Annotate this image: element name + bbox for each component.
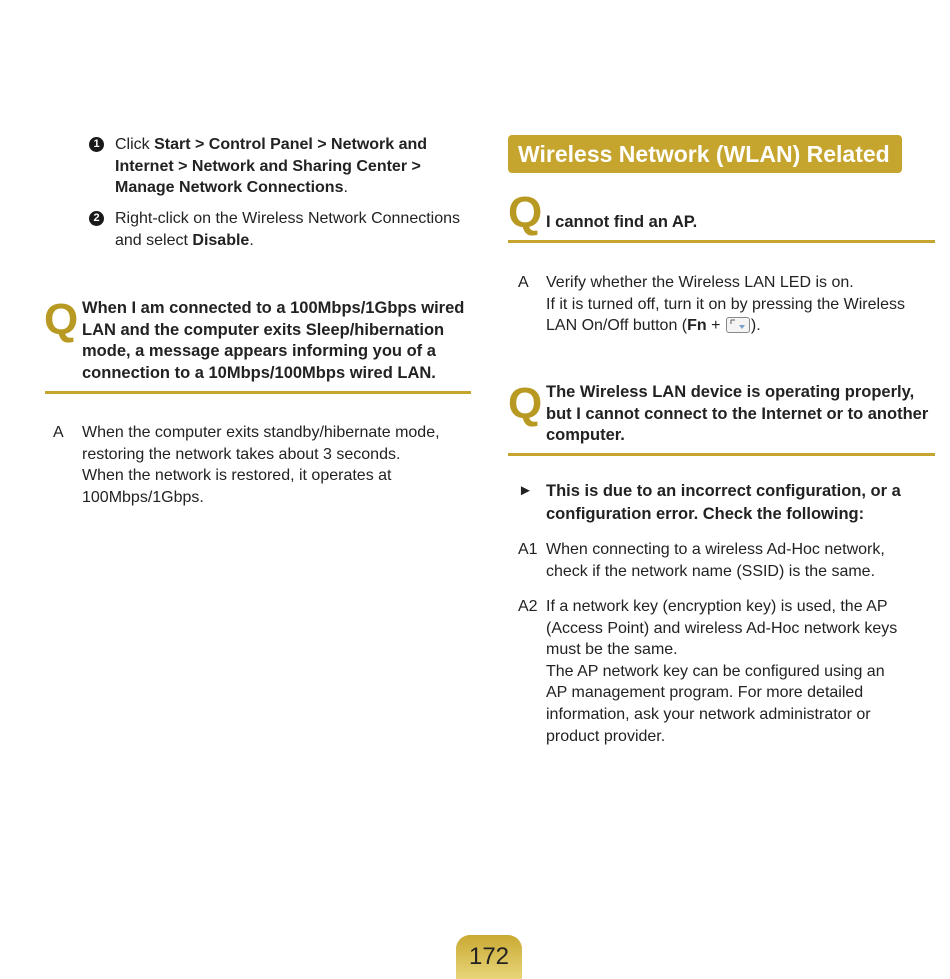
answer-text-a1: When connecting to a wireless Ad-Hoc network, check if the network name (SSID) is the same. [546,541,885,580]
answer-text-a2: If a network key (encryption key) is used, the AP (Access Point) and wireless Ad-Hoc network keys must be the same. The AP network key can be configured using an AP management program. For more detailed information, ask your network administrator or product provider. [546,598,898,745]
step-2-text: Right-click on the Wireless Network Connections and select Disable. [115,210,461,249]
note-arrow-icon: ► [518,482,533,499]
step-marker-1: 1 [89,137,104,152]
q-marker: Q [508,188,543,237]
question-text: The Wireless LAN device is operating properly, but I cannot connect to the Internet or to another computer. [546,383,929,445]
wireless-key-icon [726,317,750,333]
answer-text: When the computer exits standby/hibernate mode, restoring the network takes about 3 seconds. When the network is restored, it operates at 100Mbps/1Gbps. [82,424,440,506]
answer-label-a1: A1 [518,541,538,558]
answer-label-a2: A2 [518,598,538,615]
answer-label: A [53,424,64,441]
step-marker-2: 2 [89,211,104,226]
question-divider [508,240,935,243]
question-text: I cannot find an AP. [546,213,698,231]
answer-text: Verify whether the Wireless LAN LED is on. If it is turned off, turn it on by pressing the Wireless LAN On/Off button (Fn + ). [546,274,905,335]
step-1-text: Click Start > Control Panel > Network and Internet > Network and Sharing Center > Manage Network Connections. [115,136,428,197]
page-number: 172 [456,935,522,979]
note-text: This is due to an incorrect configuration, or a configuration error. Check the following: [546,482,901,523]
q-marker: Q [44,295,79,344]
q-marker: Q [508,379,543,428]
section-header: Wireless Network (WLAN) Related [508,135,902,173]
question-divider [45,391,471,394]
question-divider [508,453,935,456]
question-text: When I am connected to a 100Mbps/1Gbps wired LAN and the computer exits Sleep/hibernation mode, a message appears informing you of a connection to a 10Mbps/100Mbps wired LAN. [82,299,465,382]
answer-label: A [518,274,529,291]
